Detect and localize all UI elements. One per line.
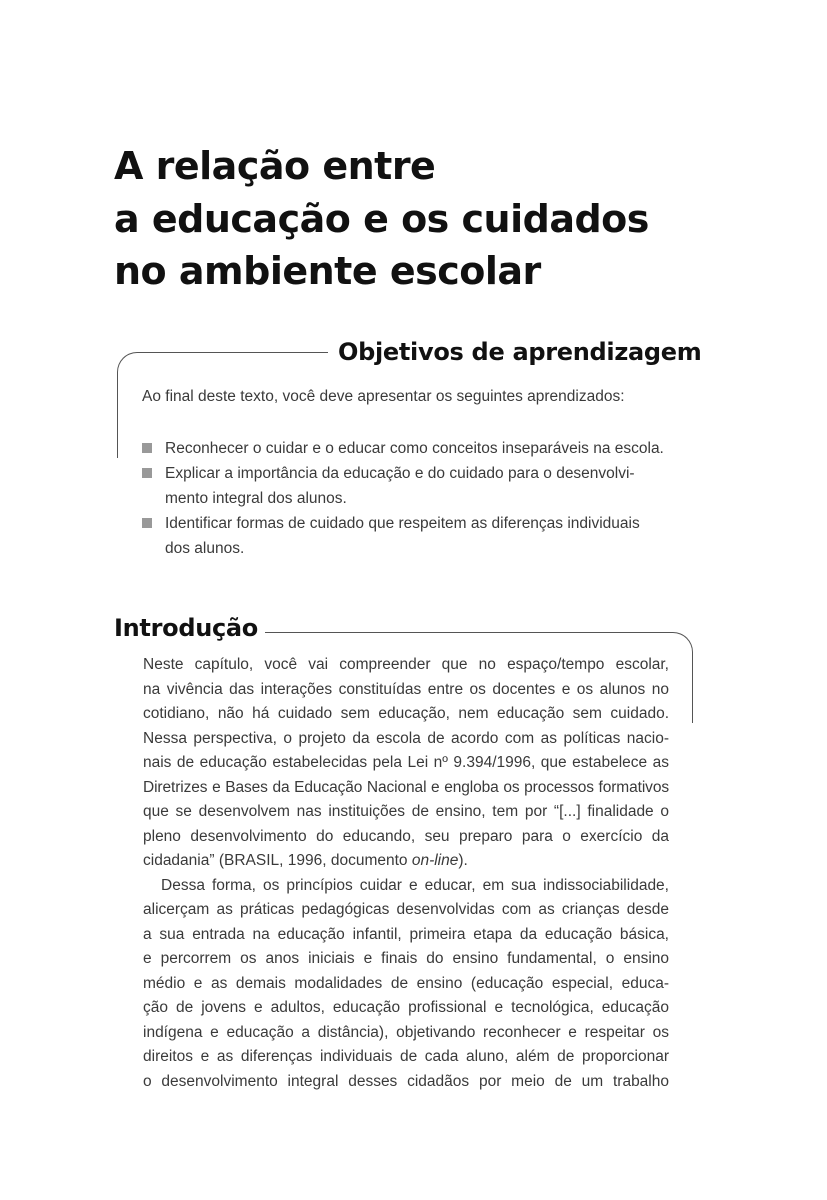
paragraph-line: Nessa perspectiva, o projeto da escola de acordo com as políticas nacio- [143,729,669,747]
objective-text: Identificar formas de cuidado que respeitem as diferenças individuais [165,515,640,532]
objective-text: dos alunos. [165,540,245,557]
objective-text: Reconhecer o cuidar e o educar como conceitos inseparáveis na escola. [165,440,664,457]
title-line: no ambiente escolar [114,249,541,293]
objectives-list [142,436,669,561]
paragraph-line: ção de jovens e adultos, educação profissional e tecnológica, educação [143,999,669,1016]
square-bullet-icon [142,518,152,528]
paragraph-line: Diretrizes e Bases da Educação Nacional e engloba os processos formativos [143,778,669,796]
introduction-body [143,653,669,1094]
text-run: cidadania” (BRASIL, 1996, documento [143,852,412,869]
page-title [114,140,649,298]
paragraph-line: e percorrem os anos iniciais e finais do ensino fundamental, o ensino [143,950,669,967]
paragraph-line: alicerçam as práticas pedagógicas desenvolvidas com as crianças desde [143,901,669,918]
objectives-intro: Ao final deste texto, você deve apresentar os seguintes aprendizados: [142,388,625,405]
introduction-heading: Introdução [114,614,258,642]
square-bullet-icon [142,443,152,453]
text-run: ). [458,852,468,869]
paragraph-line: Neste capítulo, você vai compreender que no espaço/tempo escolar, [143,656,669,673]
objective-text: mento integral dos alunos. [165,490,347,507]
title-line: a educação e os cuidados [114,196,649,241]
paragraph-line: na vivência das interações constituídas entre os docentes e os alunos no [143,680,669,698]
paragraph-2 [143,874,669,1095]
objective-item [142,436,669,461]
paragraph-line: direitos e as diferenças individuais de cada aluno, além de proporcionar [143,1048,669,1065]
paragraph-line: que se desenvolvem nas instituições de ensino, tem por “[...] finalidade o [143,803,669,820]
paragraph-line: nais de educação estabelecidas pela Lei nº 9.394/1996, que estabelece as [143,754,669,771]
paragraph-line: cotidiano, não há cuidado sem educação, nem educação sem cuidado. [143,705,669,722]
square-bullet-icon [142,468,152,478]
paragraph-line: o desenvolvimento integral desses cidadãos por meio de um trabalho [143,1072,669,1090]
paragraph-line [143,849,669,874]
objective-text: Explicar a importância da educação e do cuidado para o desenvolvi- [165,465,635,482]
title-line: A relação entre [114,144,436,188]
italic-run: on-line [411,852,459,869]
paragraph-1 [143,653,669,849]
paragraph-line: indígena e educação a distância), objetivando reconhecer e respeitar os [143,1023,669,1041]
paragraph-line: médio e as demais modalidades de ensino (educação especial, educa- [143,974,669,992]
objectives-heading: Objetivos de aprendizagem [338,338,702,366]
paragraph-line: Dessa forma, os princípios cuidar e educar, em sua indissociabilidade, [161,876,669,894]
paragraph-line: a sua entrada na educação infantil, primeira etapa da educação básica, [143,925,669,943]
objective-item [142,461,669,511]
paragraph-line: pleno desenvolvimento do educando, seu preparo para o exercício da [143,827,669,845]
objective-item [142,511,669,561]
